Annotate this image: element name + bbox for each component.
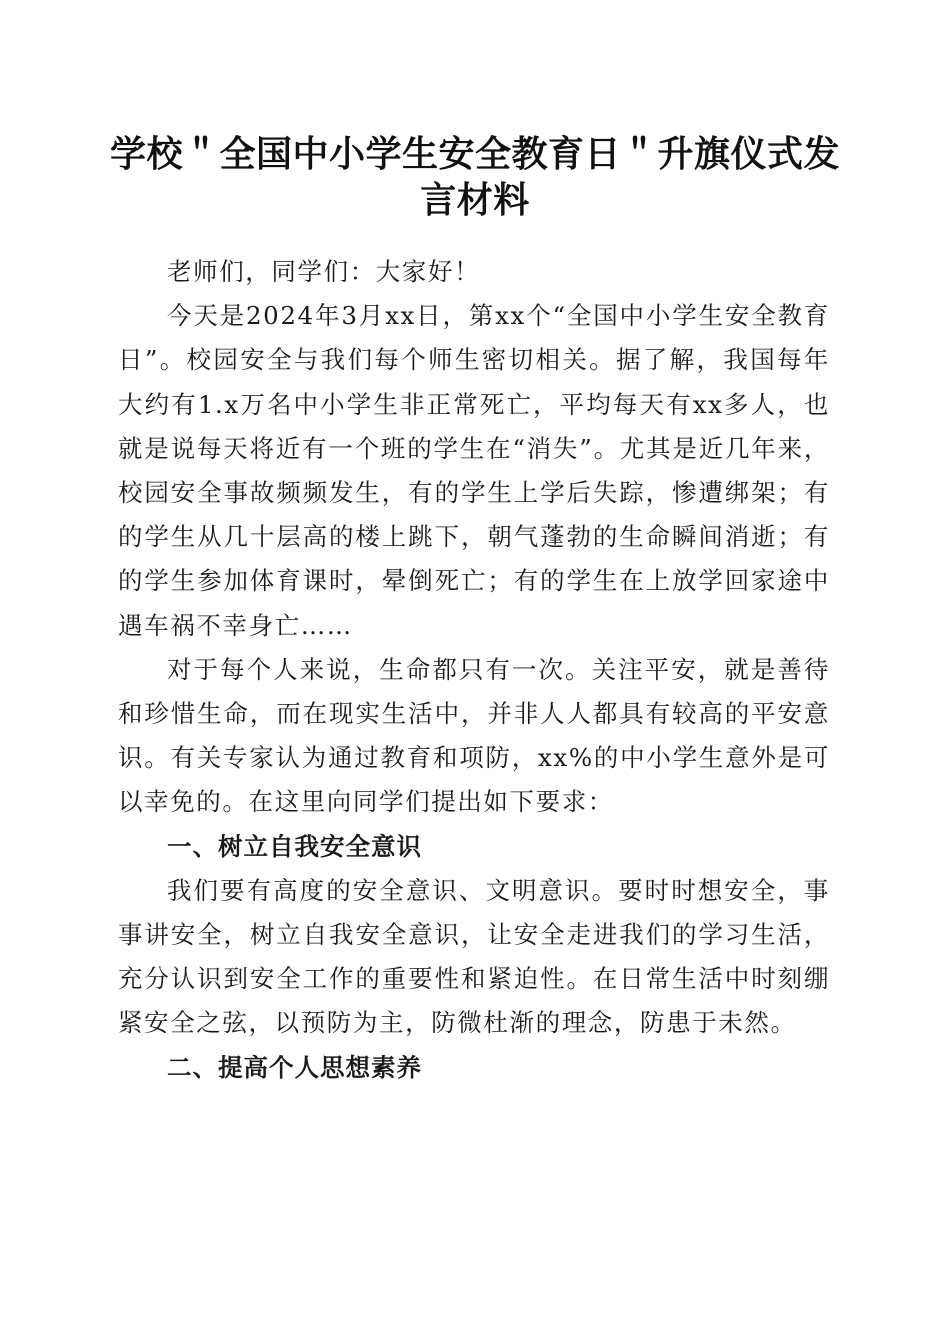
safety-awareness-paragraph: 我们要有高度的安全意识、文明意识。要时时想安全，事事讲安全，树立自我安全意识，让安全走进我们的学习生活，充分认识到安全工作的重要性和紧迫性。在日常生活中时刻绷紧安全之弦，以预防为主，防微杜渐的理念，防患于未然。 — [118, 875, 830, 1038]
section-heading-1: 一、树立自我安全意识 — [167, 831, 422, 861]
document-title: 学校＂全国中小学生安全教育日＂升旗仪式发言材料 — [110, 134, 841, 221]
section-heading-2: 二、提高个人思想素养 — [167, 1052, 422, 1082]
life-paragraph: 对于每个人来说，生命都只有一次。关注平安，就是善待和珍惜生命，而在现实生活中，并非人人都具有较高的平安意识。有关专家认为通过教育和项防，xx%的中小学生意外是可以幸免的。在这里向同学们提出如下要求： — [118, 654, 830, 817]
intro-paragraph: 今天是2024年3月xx日，第xx个“全国中小学生安全教育日”。校园安全与我们每个师生密切相关。据了解，我国每年大约有1.x万名中小学生非正常死亡，平均每天有xx多人，也就是说每天将近有一个班的学生在“消失”。尤其是近几年来，校园安全事故频频发生，有的学生上学后失踪，惨遭绑架；有的学生从几十层高的楼上跳下，朝气蓬勃的生命瞬间消逝；有的学生参加体育课时，晕倒死亡；有的学生在上放学回家途中遇车祸不幸身亡…… — [118, 301, 830, 640]
document-body — [118, 250, 830, 1090]
greeting-paragraph: 老师们，同学们：大家好！ — [167, 257, 481, 286]
